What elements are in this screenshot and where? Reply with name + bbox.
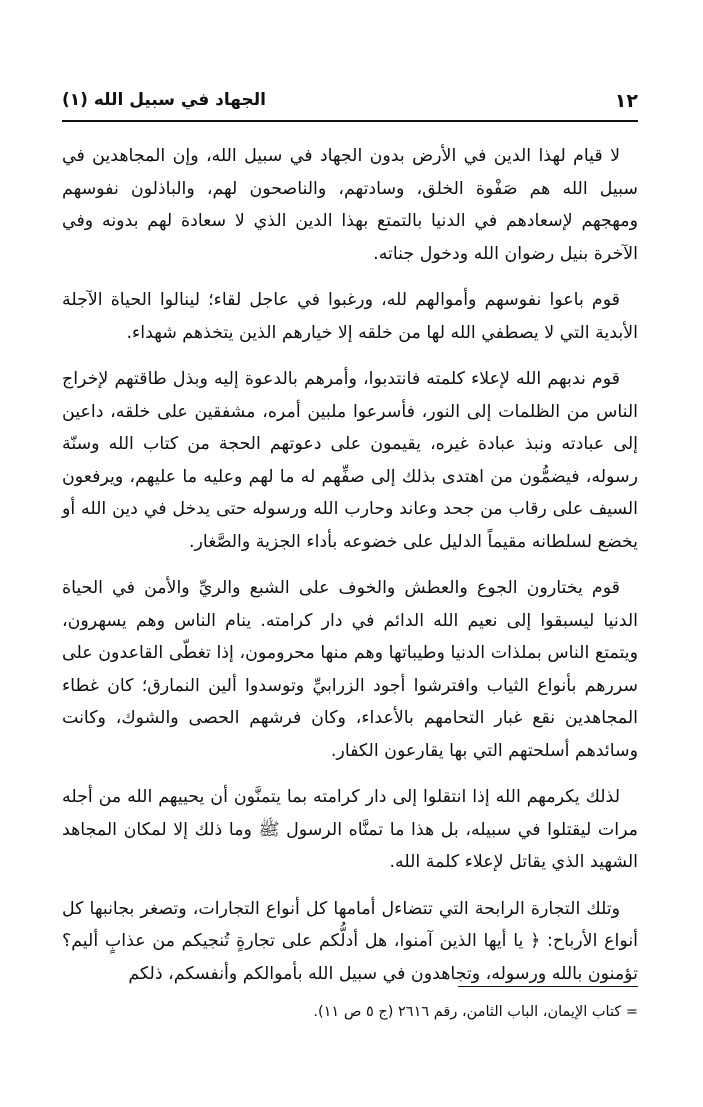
page-number: ١٢ <box>614 90 638 112</box>
footnote-divider <box>458 986 638 987</box>
paragraph-2: قوم باعوا نفوسهم وأموالهم لله، ورغبوا في عاجل لقاء؛ لينالوا الحياة الآجلة الأبدية التي لا يصطفي الله لها من خلقه إلا خيارهم الذين يتخذهم شهداء. <box>62 290 638 343</box>
header-divider <box>62 120 638 122</box>
running-title: الجهاد في سبيل الله (١) <box>62 90 266 110</box>
paragraph-4: قوم يختارون الجوع والعطش والخوف على الشبع والريِّ والأمن في الحياة الدنيا ليسبقوا إلى نعيم الله الدائم في دار كرامته. ينام الناس وهم يسهرون، ويتمتع الناس بملذات الدنيا وطيباتها وهم منها محرومون، إذا تغطّى القاعدون على سررهم بأنواع الثياب وافترشوا أجود الزرابيِّ وتوسدوا ألين النمارق؛ كان غطاء المجاهدين نقع غبار التحامهم بالأعداء، وكان فرشهم الحصى والشوك، وكانت وسائدهم أسلحتهم التي بها يقارعون الكفار. <box>62 578 638 761</box>
body-text <box>62 140 638 1004</box>
paragraph-1: لا قيام لهذا الدين في الأرض بدون الجهاد في سبيل الله، وإن المجاهدين في سبيل الله هم صَفْوة الخلق، وسادتهم، والناصحون لهم، والباذلون نفوسهم ومهجهم لإسعادهم في الدنيا بالتمتع بهذا الدين الذي لا سعادة لهم بدونه وفي الآخرة بنيل رضوان الله ودخول جناته. <box>62 146 638 264</box>
paragraph-6: وتلك التجارة الرابحة التي تتضاءل أمامها كل أنواع التجارات، وتصغر بجانبها كل أنواع الأرباح: ﴿ يا أيها الذين آمنوا، هل أدلُّكم على تجارةٍ تُنجيكم من عذابٍ أليم؟ تؤمنون بالله ورسوله، وتجاهدون في سبيل الله بأموالكم وأنفسكم، ذلكم <box>62 898 638 984</box>
paragraph-3: قوم ندبهم الله لإعلاء كلمته فانتدبوا، وأمرهم بالدعوة إليه وبذل طاقتهم لإخراج الناس من الظلمات إلى النور، فأسرعوا ملبين أمره، مشفقين على خلقه، داعين إلى عبادته ونبذ عبادة غيره، يقيمون على دعوتهم الحجة من كتاب الله وسنّة رسوله، فيضمُّون من اهتدى بذلك إلى صفِّهم له ما لهم وعليه ما عليهم، ويرفعون السيف على رقاب من جحد وعاند وحارب الله ورسوله حتى يدخل في دين الله أو يخضع لسلطانه مقيماً الدليل على خضوعه بأداء الجزية والصَّغار. <box>62 369 638 552</box>
footnote: = كتاب الإيمان، الباب الثامن، رقم ٢٦١٦ (ج ٥ ص ١١). <box>313 1004 638 1020</box>
page-header <box>62 84 638 118</box>
paragraph-5: لذلك يكرمهم الله إذا انتقلوا إلى دار كرامته بما يتمنَّون أن يحييهم الله من أجله مرات ليقتلوا في سبيله، بل هذا ما تمنَّاه الرسول ﷺ وما ذلك إلا لمكان المجاهد الشهيد الذي يقاتل لإعلاء كلمة الله. <box>62 787 638 872</box>
